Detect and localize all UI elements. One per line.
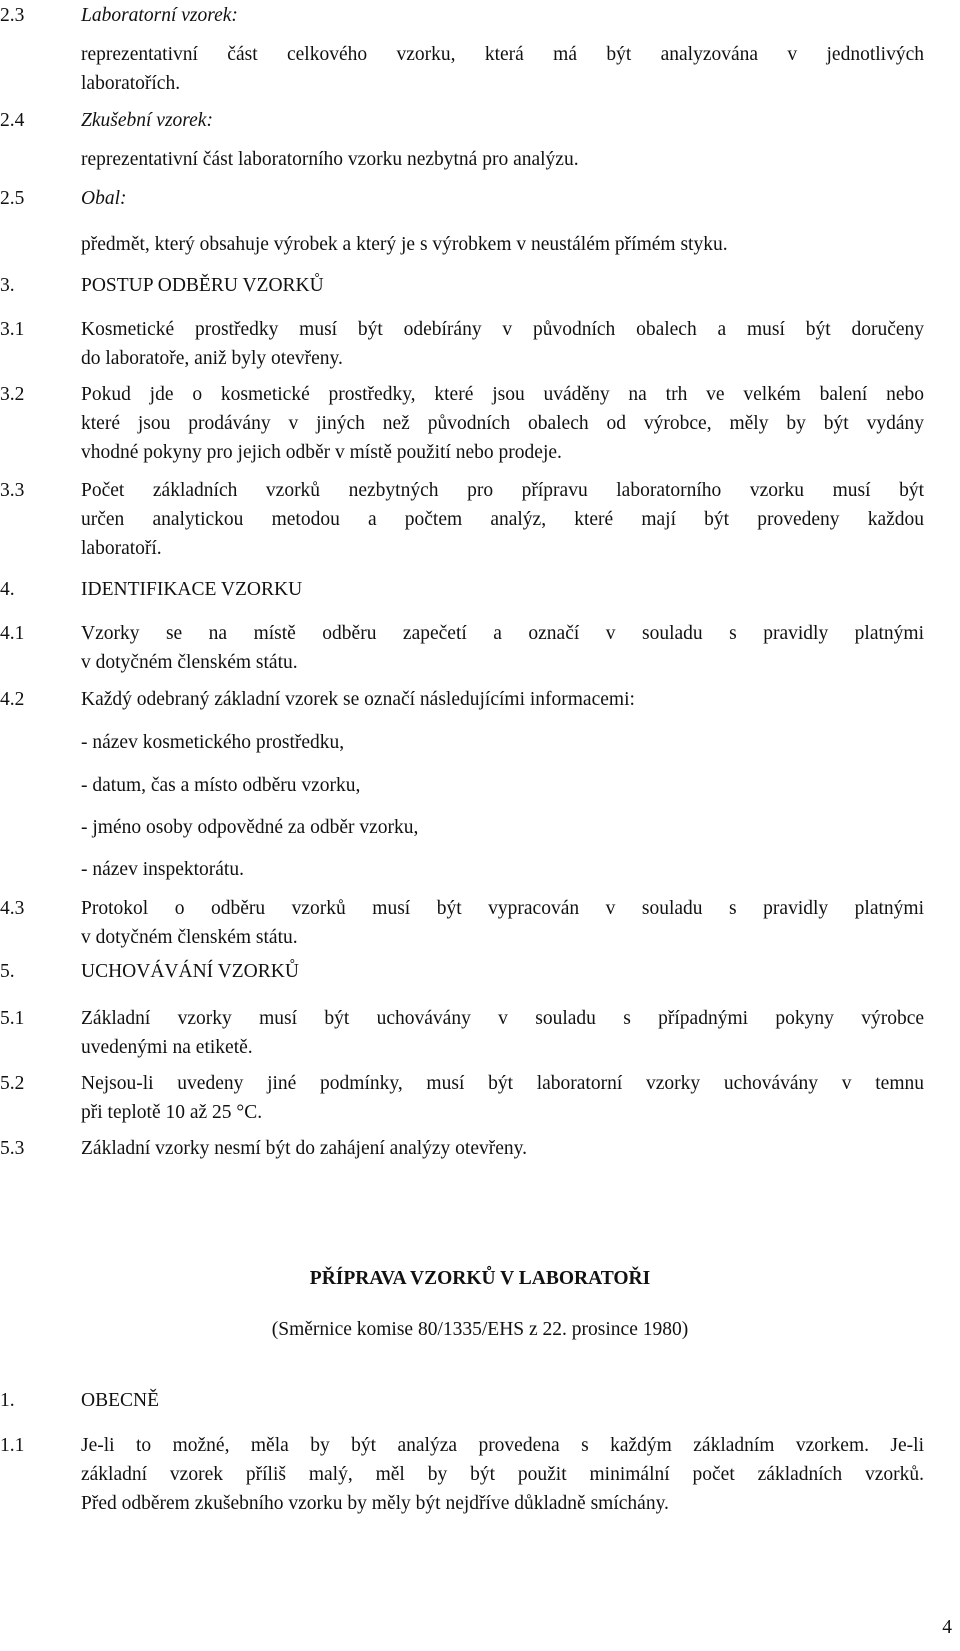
paragraph-line: základní vzorek příliš malý, měl by být použit minimální počet základních vzorků. (81, 1464, 924, 1485)
paragraph (81, 1004, 924, 1062)
section-number: 5.1 (0, 1008, 25, 1029)
document-subheading: (Směrnice komise 80/1335/EHS z 22. prosince 1980) (271, 1319, 689, 1340)
section-number: 3.3 (0, 480, 25, 501)
paragraph-line: vhodné pokyny pro jejich odběr v místě použití nebo prodeje. (81, 442, 562, 463)
list-intro: Každý odebraný základní vzorek se označí následujícími informacemi: (81, 689, 635, 710)
paragraph-line: při teplotě 10 až 25 °C. (81, 1102, 263, 1123)
section-heading: IDENTIFIKACE VZORKU (81, 579, 303, 600)
paragraph-line: laboratoří. (81, 538, 162, 559)
paragraph-line: Pokud jde o kosmetické prostředky, které jsou uváděny na trh ve velkém balení nebo (81, 384, 924, 405)
section-heading: UCHOVÁVÁNÍ VZORKŮ (81, 961, 299, 982)
section-number: 3.1 (0, 319, 25, 340)
paragraph (81, 894, 924, 952)
paragraph-line: Je-li to možné, měla by být analýza provedena s každým základním vzorkem. Je-li (81, 1435, 924, 1456)
document-heading: PŘÍPRAVA VZORKŮ V LABORATOŘI (309, 1268, 651, 1289)
section-number: 2.3 (0, 5, 25, 26)
section-number: 5.2 (0, 1073, 25, 1094)
paragraph (81, 315, 924, 373)
paragraph (81, 476, 924, 563)
paragraph-line: uvedenými na etiketě. (81, 1037, 253, 1058)
definition-text (81, 40, 924, 98)
paragraph-line: v dotyčném členském státu. (81, 927, 298, 948)
paragraph-line: Kosmetické prostředky musí být odebírány v původních obalech a musí být doručeny (81, 319, 924, 340)
paragraph (81, 380, 924, 467)
paragraph-line: Protokol o odběru vzorků musí být vypracován v souladu s pravidly platnými (81, 898, 924, 919)
section-number: 4.3 (0, 898, 25, 919)
paragraph-line: Počet základních vzorků nezbytných pro přípravu laboratorního vzorku musí být (81, 480, 924, 501)
definition-line: reprezentativní část celkového vzorku, která má být analyzována v jednotlivých (81, 44, 924, 65)
section-number: 5.3 (0, 1138, 25, 1159)
paragraph-line: které jsou prodávány v jiných než původních obalech od výrobce, měly by být vydány (81, 413, 924, 434)
section-number: 3.2 (0, 384, 25, 405)
paragraph: Základní vzorky nesmí být do zahájení analýzy otevřeny. (81, 1138, 527, 1159)
section-number: 4. (0, 579, 15, 600)
section-number: 1. (0, 1390, 15, 1411)
section-number: 3. (0, 275, 15, 296)
term-title: Laboratorní vzorek: (81, 5, 238, 26)
definition-text: reprezentativní část laboratorního vzorku nezbytná pro analýzu. (81, 149, 579, 170)
section-number: 5. (0, 961, 15, 982)
list-item: - název kosmetického prostředku, (81, 732, 345, 753)
paragraph-line: Vzorky se na místě odběru zapečetí a označí v souladu s pravidly platnými (81, 623, 924, 644)
paragraph-line: Základní vzorky musí být uchovávány v souladu s případnými pokyny výrobce (81, 1008, 924, 1029)
section-heading: POSTUP ODBĚRU VZORKŮ (81, 275, 324, 296)
definition-line: laboratořích. (81, 73, 181, 94)
list-item: - datum, čas a místo odběru vzorku, (81, 775, 361, 796)
section-number: 2.4 (0, 110, 25, 131)
paragraph-line: určen analytickou metodou a počtem analýz, které mají být provedeny každou (81, 509, 924, 530)
section-number: 1.1 (0, 1435, 25, 1456)
paragraph (81, 1069, 924, 1127)
paragraph-line: v dotyčném členském státu. (81, 652, 298, 673)
section-number: 2.5 (0, 188, 25, 209)
section-number: 4.1 (0, 623, 25, 644)
paragraph-line: Nejsou-li uvedeny jiné podmínky, musí být laboratorní vzorky uchovávány v temnu (81, 1073, 924, 1094)
paragraph (81, 619, 924, 677)
definition-text: předmět, který obsahuje výrobek a který je s výrobkem v neustálém přímém styku. (81, 234, 728, 255)
list-item: - jméno osoby odpovědné za odběr vzorku, (81, 817, 419, 838)
page-number: 4 (942, 1617, 952, 1638)
section-number: 4.2 (0, 689, 25, 710)
list-item: - název inspektorátu. (81, 859, 244, 880)
section-heading: OBECNĚ (81, 1390, 159, 1411)
paragraph-line: Před odběrem zkušebního vzorku by měly být nejdříve důkladně smíchány. (81, 1493, 669, 1514)
term-title: Obal: (81, 188, 127, 209)
paragraph-line: do laboratoře, aniž byly otevřeny. (81, 348, 343, 369)
paragraph (81, 1431, 924, 1518)
term-title: Zkušební vzorek: (81, 110, 213, 131)
